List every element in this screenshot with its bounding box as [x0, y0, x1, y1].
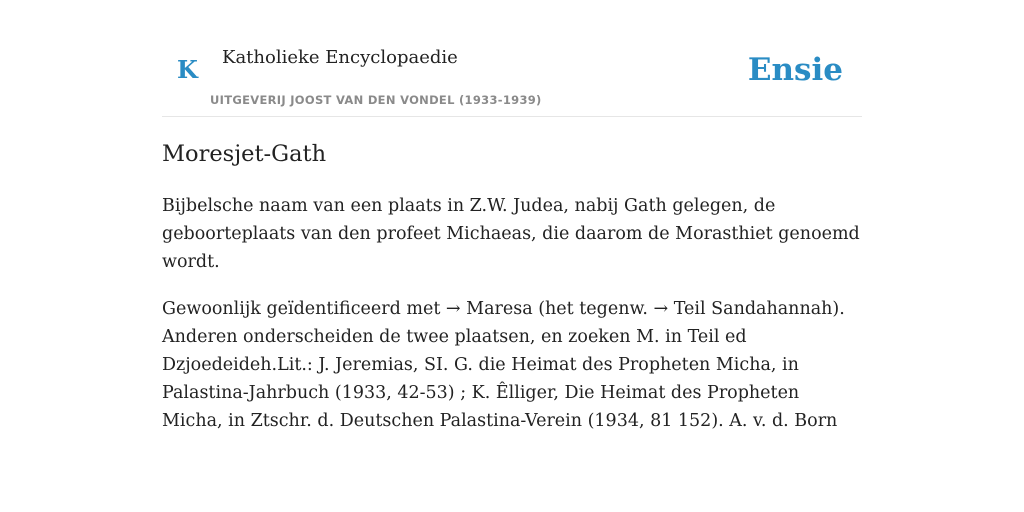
site-logo[interactable]: K [177, 55, 198, 84]
entry-paragraph: Gewoonlijk geïdentificeerd met → Maresa (het tegenw. → Teil Sandahannah). Anderen onderscheiden de twee plaatsen, en zoeken M. in Teil ed Dzjoedeideh.Lit.: J. Jeremias, SI. G. die Heimat des Propheten Micha, in Palastina-Jahrbuch (1933, 42-53) ; K. Êlliger, Die Heimat des Propheten Micha, in Ztschr. d. Deutschen Palastina-Verein (1934, 81 152). A. v. d. Born [162, 299, 845, 431]
entry-title: Moresjet-Gath [162, 141, 327, 167]
publisher-subtitle: UITGEVERIJ JOOST VAN DEN VONDEL (1933-1939) [210, 93, 542, 107]
site-header [162, 40, 862, 117]
brand-logo[interactable]: Ensie [747, 52, 843, 88]
entry-paragraph: Bijbelsche naam van een plaats in Z.W. Judea, nabij Gath gelegen, de geboorteplaats van den profeet Michaeas, die daarom de Morasthiet genoemd wordt. [162, 196, 860, 272]
site-title[interactable]: Katholieke Encyclopaedie [222, 47, 458, 68]
entry-body [162, 192, 862, 454]
